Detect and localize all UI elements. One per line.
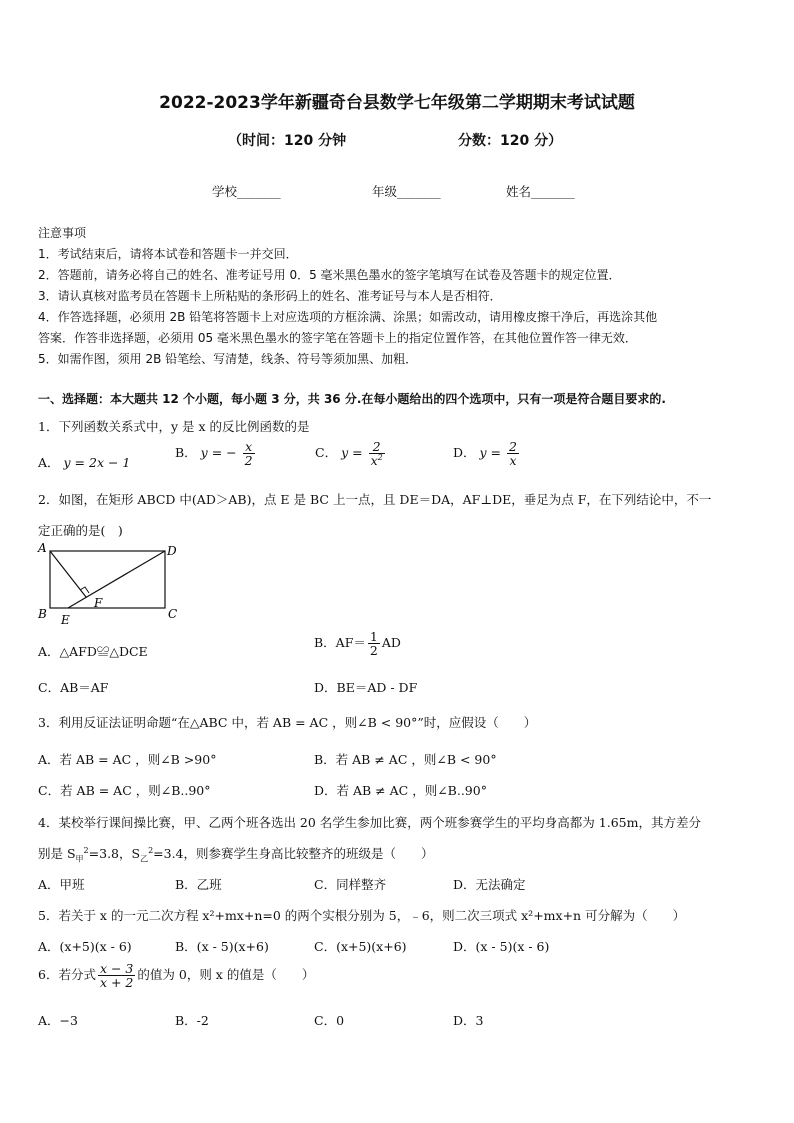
numerator: 2 <box>509 439 517 454</box>
exponent: 2 <box>83 845 89 855</box>
question-4-stem-cont <box>38 844 434 865</box>
denominator: 2 <box>369 643 378 659</box>
notice-item: 3．请认真核对监考员在答题卡上所粘贴的条形码上的姓名、准考证号与本人是否相符． <box>38 289 502 303</box>
score-label: 分数：120 分） <box>458 133 563 149</box>
notice-item: 2．答题前，请务必将自己的姓名、准考证号用 0．5 毫米黑色墨水的签字笔填写在试卷及答题卡的规定位置． <box>38 268 621 282</box>
exponent: 2 <box>148 845 154 855</box>
subscript: 甲 <box>75 854 84 864</box>
denominator <box>369 454 385 467</box>
fraction <box>98 962 135 989</box>
q4-option-a: A．甲班 <box>38 877 85 892</box>
point-label-f: F <box>94 596 103 610</box>
q6-option-b: B．-2 <box>175 1013 209 1028</box>
numerator: x − 3 <box>99 961 134 976</box>
q1-option-b <box>175 440 257 467</box>
q4-option-c: C．同样整齐 <box>314 877 387 892</box>
q1-option-a <box>38 453 130 471</box>
q3-option-a: A．若 AB = AC ，则∠B >90° <box>38 752 217 767</box>
q2-option-d: D．BE＝AD - DF <box>314 680 418 695</box>
notice-item: 5．如需作图，须用 2B 铅笔绘、写清楚，线条、符号等须加黑、加粗． <box>38 352 418 366</box>
vertex-label-c: C <box>168 607 178 621</box>
q5-option-b: B．(x - 5)(x+6) <box>175 939 269 954</box>
q2-option-b <box>314 630 401 657</box>
question-3-stem: 3．利用反证法证明命题“在△ABC 中，若 AB = AC ，则∠B < 90°”时，应假设（ ） <box>38 715 537 730</box>
vertex-label-a: A <box>38 541 47 555</box>
segment-de <box>68 551 165 608</box>
vertex-label-b: B <box>38 607 47 621</box>
option-label: C． <box>315 445 338 461</box>
stem-text: 的值为 0，则 x 的值是（ ） <box>137 967 315 983</box>
option-expression: y = <box>341 445 363 461</box>
q1-option-d <box>453 440 521 467</box>
rectangle-abcd <box>50 551 165 608</box>
option-label: A． <box>38 455 60 470</box>
stem-text: 别是 S <box>38 846 76 861</box>
q2-option-a: A．△AFD≌△DCE <box>38 644 148 659</box>
q1-option-c <box>315 440 387 467</box>
stem-text: =3.8，S <box>88 846 141 861</box>
question-4-stem: 4．某校举行课间操比赛，甲、乙两个班各选出 20 名学生参加比赛，两个班参赛学生的平均身高都为 1.65m，其方差分 <box>38 815 701 830</box>
q6-option-c: C．0 <box>314 1013 345 1028</box>
stem-text: =3.4，则参赛学生身高比较整齐的班级是（ ） <box>153 846 434 861</box>
stem-text: 6．若分式 <box>38 967 96 983</box>
section-heading: 一、选择题：本大题共 12 个小题，每小题 3 分，共 36 分.在每小题给出的四个选项中，只有一项是符合题目要求的. <box>38 392 666 406</box>
question-5-stem: 5．若关于 x 的一元二次方程 x²+mx+n=0 的两个实根分别为 5，﹣6，则二次三项式 x²+mx+n 可分解为（ ） <box>38 908 686 923</box>
denominator: x <box>509 453 517 469</box>
name-field: 姓名_______ <box>506 184 575 199</box>
question-1-stem: 1．下列函数关系式中，y 是 x 的反比例函数的是 <box>38 419 310 434</box>
notice-heading: 注意事项 <box>38 226 87 240</box>
q5-option-c: C．(x+5)(x+6) <box>314 939 407 954</box>
fraction <box>243 440 255 467</box>
q4-option-b: B．乙班 <box>175 877 222 892</box>
fraction <box>369 440 385 467</box>
question-2-stem: 2．如图，在矩形 ABCD 中(AD＞AB)，点 E 是 BC 上一点，且 DE＝DA，AF⊥DE，垂足为点 F，在下列结论中，不一 <box>38 492 712 507</box>
option-text: B．AF＝ <box>314 635 366 651</box>
vertex-label-d: D <box>167 544 177 558</box>
q6-option-a: A．−3 <box>38 1013 78 1028</box>
question-2-stem-cont: 定正确的是( ) <box>38 523 123 538</box>
option-label: D． <box>453 445 476 461</box>
q3-option-b: B．若 AB ≠ AC ，则∠B < 90° <box>314 752 497 767</box>
option-expression: y = − <box>200 445 237 461</box>
fraction <box>507 440 519 467</box>
numerator: 1 <box>369 629 378 644</box>
denominator-base: x <box>370 453 378 469</box>
point-label-e: E <box>61 613 70 627</box>
q6-option-d: D．3 <box>453 1013 484 1028</box>
q3-option-d: D．若 AB ≠ AC ，则∠B..90° <box>314 783 487 798</box>
time-label: （时间：120 分钟 <box>228 133 347 149</box>
question-6-stem <box>38 962 314 989</box>
denominator: 2 <box>244 453 253 469</box>
rectangle-figure <box>34 540 184 630</box>
q5-option-d: D．(x - 5)(x - 6) <box>453 939 550 954</box>
school-field: 学校_______ <box>212 184 281 199</box>
q5-option-a: A．(x+5)(x - 6) <box>38 939 132 954</box>
exponent: 2 <box>377 453 383 463</box>
denominator: x + 2 <box>99 975 134 991</box>
notice-item: 答案．作答非选择题，必须用 05 毫米黑色墨水的签字笔在答题卡上的指定位置作答，在其他位置作答一律无效． <box>38 331 637 345</box>
numerator: x <box>243 440 255 454</box>
option-expression: y = 2x − 1 <box>63 455 131 470</box>
q2-option-c: C．AB＝AF <box>38 680 109 695</box>
fraction <box>368 630 380 657</box>
option-text: AD <box>381 635 401 651</box>
q4-option-d: D．无法确定 <box>453 877 526 892</box>
option-label: B． <box>175 445 197 461</box>
q3-option-c: C．若 AB = AC ，则∠B..90° <box>38 783 211 798</box>
numerator: 2 <box>369 440 385 454</box>
grade-field: 年级_______ <box>372 184 441 199</box>
option-expression: y = <box>479 445 502 461</box>
notice-item: 1．考试结束后，请将本试卷和答题卡一并交回． <box>38 247 298 261</box>
page-title: 2022-2023学年新疆奇台县数学七年级第二学期期末考试试题 <box>159 93 635 113</box>
right-angle-mark <box>80 587 89 593</box>
subscript: 乙 <box>140 854 149 864</box>
notice-item: 4．作答选择题，必须用 2B 铅笔将答题卡上对应选项的方框涂满、涂黑；如需改动，请用橡皮擦干净后，再选涂其他 <box>38 310 658 324</box>
